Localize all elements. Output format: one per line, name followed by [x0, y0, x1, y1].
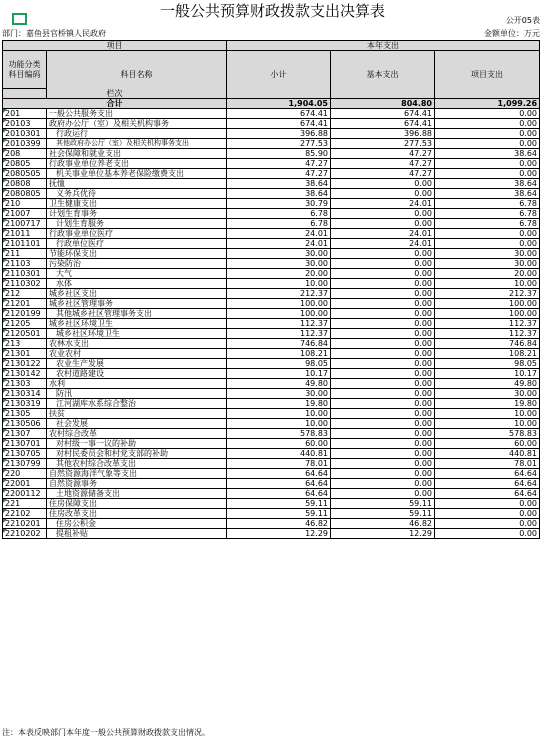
row-code[interactable]: 2010301	[3, 129, 47, 139]
row-project[interactable]: 0.00	[435, 129, 540, 139]
row-code[interactable]: 208	[3, 149, 47, 159]
row-code[interactable]: 2210201	[3, 519, 47, 529]
row-project[interactable]: 578.83	[435, 429, 540, 439]
row-project[interactable]: 0.00	[435, 159, 540, 169]
row-name[interactable]: 住房改革支出	[47, 509, 227, 519]
row-name[interactable]: 水体	[47, 279, 227, 289]
table-row	[3, 229, 540, 239]
row-basic[interactable]: 0.00	[331, 209, 435, 219]
row-project[interactable]: 10.00	[435, 409, 540, 419]
row-code[interactable]: 2200112	[3, 489, 47, 499]
row-subtotal[interactable]: 64.64	[227, 469, 331, 479]
row-basic[interactable]: 0.00	[331, 489, 435, 499]
row-project[interactable]: 112.37	[435, 319, 540, 329]
row-code[interactable]: 20805	[3, 159, 47, 169]
row-code[interactable]: 21205	[3, 319, 47, 329]
footnote: 注：本表反映部门本年度一般公共预算财政拨款支出情况。	[2, 728, 210, 737]
row-basic[interactable]: 0.00	[331, 379, 435, 389]
page-title: 一般公共预算财政拨款支出决算表	[159, 2, 385, 20]
header-project[interactable]: 项目	[3, 41, 227, 51]
row-code[interactable]: 201	[3, 109, 47, 119]
header-col-label[interactable]: 栏次	[3, 89, 227, 99]
table-row	[3, 279, 540, 289]
row-basic[interactable]: 0.00	[331, 319, 435, 329]
table-row	[3, 409, 540, 419]
row-project[interactable]: 0.00	[435, 239, 540, 249]
row-name[interactable]: 卫生健康支出	[47, 199, 227, 209]
table-row	[3, 219, 540, 229]
row-code[interactable]: 2130705	[3, 449, 47, 459]
header-row-1	[3, 41, 540, 51]
table-row	[3, 269, 540, 279]
row-basic[interactable]: 674.41	[331, 109, 435, 119]
row-name[interactable]: 抚恤	[47, 179, 227, 189]
row-name[interactable]: 农林水支出	[47, 339, 227, 349]
row-project[interactable]: 49.80	[435, 379, 540, 389]
row-basic[interactable]: 0.00	[331, 459, 435, 469]
row-project[interactable]: 6.78	[435, 199, 540, 209]
row-project[interactable]: 10.17	[435, 369, 540, 379]
row-project[interactable]: 10.00	[435, 419, 540, 429]
row-basic[interactable]: 0.00	[331, 439, 435, 449]
row-subtotal[interactable]: 10.00	[227, 419, 331, 429]
row-project[interactable]: 38.64	[435, 189, 540, 199]
row-subtotal[interactable]: 440.81	[227, 449, 331, 459]
total-project[interactable]: 1,099.26	[435, 99, 540, 109]
row-basic[interactable]: 396.88	[331, 129, 435, 139]
table-row	[3, 249, 540, 259]
row-name[interactable]: 农村道路建设	[47, 369, 227, 379]
row-name[interactable]: 城乡社区环境卫生	[47, 329, 227, 339]
row-subtotal[interactable]: 49.80	[227, 379, 331, 389]
row-code[interactable]: 210	[3, 199, 47, 209]
row-code[interactable]: 213	[3, 339, 47, 349]
row-name[interactable]: 江河湖库水系综合整治	[47, 399, 227, 409]
row-name[interactable]: 住房保障支出	[47, 499, 227, 509]
row-name[interactable]: 行政运行	[47, 129, 227, 139]
row-project[interactable]: 0.00	[435, 519, 540, 529]
table-row	[3, 489, 540, 499]
row-name[interactable]: 对村民委员会和村党支部的补助	[47, 449, 227, 459]
row-code[interactable]: 2120199	[3, 309, 47, 319]
row-subtotal[interactable]: 20.00	[227, 269, 331, 279]
row-project[interactable]: 440.81	[435, 449, 540, 459]
row-basic[interactable]: 277.53	[331, 139, 435, 149]
row-project[interactable]: 6.78	[435, 209, 540, 219]
row-project[interactable]: 0.00	[435, 509, 540, 519]
row-code[interactable]: 2210202	[3, 529, 47, 539]
row-name[interactable]: 城乡社区环境卫生	[47, 319, 227, 329]
row-subtotal[interactable]: 64.64	[227, 489, 331, 499]
row-project[interactable]: 0.00	[435, 139, 540, 149]
total-subtotal[interactable]: 1,904.05	[227, 99, 331, 109]
row-basic[interactable]: 12.29	[331, 529, 435, 539]
total-basic[interactable]: 804.80	[331, 99, 435, 109]
row-name[interactable]: 农村综合改革	[47, 429, 227, 439]
row-name[interactable]: 计划生育服务	[47, 219, 227, 229]
row-basic[interactable]: 59.11	[331, 509, 435, 519]
row-subtotal[interactable]: 6.78	[227, 219, 331, 229]
row-code[interactable]: 2130799	[3, 459, 47, 469]
row-project[interactable]: 38.64	[435, 179, 540, 189]
row-code[interactable]: 221	[3, 499, 47, 509]
row-subtotal[interactable]: 30.00	[227, 249, 331, 259]
row-basic[interactable]: 0.00	[331, 349, 435, 359]
row-name[interactable]: 住房公积金	[47, 519, 227, 529]
row-code[interactable]: 22001	[3, 479, 47, 489]
row-code[interactable]: 211	[3, 249, 47, 259]
row-subtotal[interactable]: 30.00	[227, 259, 331, 269]
row-project[interactable]: 100.00	[435, 299, 540, 309]
row-code[interactable]: 2080505	[3, 169, 47, 179]
row-name[interactable]: 城乡社区支出	[47, 289, 227, 299]
row-project[interactable]: 6.78	[435, 219, 540, 229]
row-subtotal[interactable]: 746.84	[227, 339, 331, 349]
row-basic[interactable]: 0.00	[331, 179, 435, 189]
row-basic[interactable]: 0.00	[331, 389, 435, 399]
row-basic[interactable]: 0.00	[331, 299, 435, 309]
table-row	[3, 469, 540, 479]
row-project[interactable]: 64.64	[435, 469, 540, 479]
row-name[interactable]: 节能环保支出	[47, 249, 227, 259]
table-row	[3, 399, 540, 409]
row-subtotal[interactable]: 98.05	[227, 359, 331, 369]
row-name[interactable]: 提租补贴	[47, 529, 227, 539]
row-code[interactable]: 2010399	[3, 139, 47, 149]
row-name[interactable]: 农业农村	[47, 349, 227, 359]
row-basic[interactable]: 59.11	[331, 499, 435, 509]
row-subtotal[interactable]: 47.27	[227, 159, 331, 169]
header-row-2	[3, 51, 540, 89]
row-project[interactable]: 19.80	[435, 399, 540, 409]
row-code[interactable]: 22102	[3, 509, 47, 519]
row-subtotal[interactable]: 47.27	[227, 169, 331, 179]
row-code[interactable]: 2110301	[3, 269, 47, 279]
row-subtotal[interactable]: 396.88	[227, 129, 331, 139]
row-basic[interactable]: 46.82	[331, 519, 435, 529]
row-basic[interactable]: 0.00	[331, 309, 435, 319]
row-name[interactable]: 义务兵优待	[47, 189, 227, 199]
table-row	[3, 459, 540, 469]
row-basic[interactable]: 674.41	[331, 119, 435, 129]
row-project[interactable]: 60.00	[435, 439, 540, 449]
row-subtotal[interactable]: 108.21	[227, 349, 331, 359]
row-name[interactable]: 防汛	[47, 389, 227, 399]
table-row	[3, 449, 540, 459]
table-row	[3, 359, 540, 369]
row-name[interactable]: 土地资源储备支出	[47, 489, 227, 499]
row-name[interactable]: 行政事业单位养老支出	[47, 159, 227, 169]
table-row	[3, 339, 540, 349]
row-basic[interactable]: 24.01	[331, 239, 435, 249]
expenditure-table	[2, 40, 540, 539]
row-code[interactable]: 21103	[3, 259, 47, 269]
row-subtotal[interactable]: 64.64	[227, 479, 331, 489]
row-name[interactable]: 其他农村综合改革支出	[47, 459, 227, 469]
row-subtotal[interactable]: 578.83	[227, 429, 331, 439]
table-row	[3, 139, 540, 149]
row-basic[interactable]: 0.00	[331, 259, 435, 269]
row-code[interactable]: 21201	[3, 299, 47, 309]
table-row	[3, 329, 540, 339]
table-row	[3, 149, 540, 159]
row-code[interactable]: 2080805	[3, 189, 47, 199]
row-basic[interactable]: 47.27	[331, 149, 435, 159]
row-subtotal[interactable]: 85.90	[227, 149, 331, 159]
row-subtotal[interactable]: 100.00	[227, 299, 331, 309]
row-code[interactable]: 21303	[3, 379, 47, 389]
row-basic[interactable]: 0.00	[331, 339, 435, 349]
table-row	[3, 419, 540, 429]
row-code[interactable]: 21305	[3, 409, 47, 419]
row-name[interactable]: 扶贫	[47, 409, 227, 419]
row-subtotal[interactable]: 12.29	[227, 529, 331, 539]
table-row	[3, 519, 540, 529]
row-basic[interactable]: 47.27	[331, 169, 435, 179]
row-subtotal[interactable]: 24.01	[227, 229, 331, 239]
row-subtotal[interactable]: 30.79	[227, 199, 331, 209]
table-row	[3, 429, 540, 439]
table-row	[3, 189, 540, 199]
row-name[interactable]: 农业生产发展	[47, 359, 227, 369]
row-project[interactable]: 38.64	[435, 149, 540, 159]
row-code[interactable]: 2130122	[3, 359, 47, 369]
header-project-exp[interactable]: 项目支出	[435, 51, 540, 99]
row-code[interactable]: 220	[3, 469, 47, 479]
table-row	[3, 529, 540, 539]
row-project[interactable]: 746.84	[435, 339, 540, 349]
row-name[interactable]: 自然资源海洋气象等支出	[47, 469, 227, 479]
header-subtotal[interactable]: 小计	[227, 51, 331, 99]
row-subtotal[interactable]: 30.00	[227, 389, 331, 399]
row-basic[interactable]: 0.00	[331, 269, 435, 279]
row-basic[interactable]: 0.00	[331, 219, 435, 229]
row-project[interactable]: 212.37	[435, 289, 540, 299]
header-current-year[interactable]: 本年支出	[227, 41, 540, 51]
row-basic[interactable]: 0.00	[331, 409, 435, 419]
row-basic[interactable]: 24.01	[331, 229, 435, 239]
row-subtotal[interactable]: 10.00	[227, 409, 331, 419]
table-row	[3, 319, 540, 329]
row-code[interactable]: 2130701	[3, 439, 47, 449]
row-name[interactable]: 政府办公厅（室）及相关机构事务	[47, 119, 227, 129]
row-name[interactable]: 社会保障和就业支出	[47, 149, 227, 159]
row-project[interactable]: 112.37	[435, 329, 540, 339]
row-project[interactable]: 64.64	[435, 479, 540, 489]
row-code[interactable]: 2130506	[3, 419, 47, 429]
row-subtotal[interactable]: 112.37	[227, 329, 331, 339]
row-subtotal[interactable]: 6.78	[227, 209, 331, 219]
row-code[interactable]: 2130319	[3, 399, 47, 409]
row-project[interactable]: 100.00	[435, 309, 540, 319]
row-code[interactable]: 2130142	[3, 369, 47, 379]
row-subtotal[interactable]: 674.41	[227, 109, 331, 119]
row-basic[interactable]: 24.01	[331, 199, 435, 209]
table-row	[3, 199, 540, 209]
row-project[interactable]: 30.00	[435, 389, 540, 399]
row-project[interactable]: 0.00	[435, 109, 540, 119]
row-basic[interactable]: 0.00	[331, 249, 435, 259]
table-row	[3, 439, 540, 449]
row-name[interactable]: 其他城乡社区管理事务支出	[47, 309, 227, 319]
table-row	[3, 309, 540, 319]
row-project[interactable]: 0.00	[435, 229, 540, 239]
row-project[interactable]: 0.00	[435, 499, 540, 509]
table-row	[3, 259, 540, 269]
department-label: 部门：嘉鱼县官桥镇人民政府	[2, 29, 106, 38]
table-row	[3, 239, 540, 249]
row-basic[interactable]: 0.00	[331, 399, 435, 409]
header-basic[interactable]: 基本支出	[331, 51, 435, 99]
row-code[interactable]: 2101101	[3, 239, 47, 249]
row-code[interactable]: 2110302	[3, 279, 47, 289]
row-basic[interactable]: 0.00	[331, 279, 435, 289]
row-basic[interactable]: 0.00	[331, 449, 435, 459]
table-row	[3, 389, 540, 399]
table-row	[3, 379, 540, 389]
row-subtotal[interactable]: 10.00	[227, 279, 331, 289]
row-name[interactable]: 城乡社区管理事务	[47, 299, 227, 309]
row-name[interactable]: 行政单位医疗	[47, 239, 227, 249]
row-subtotal[interactable]: 38.64	[227, 189, 331, 199]
row-project[interactable]: 0.00	[435, 119, 540, 129]
table-row	[3, 369, 540, 379]
row-subtotal[interactable]: 59.11	[227, 499, 331, 509]
row-code[interactable]: 21307	[3, 429, 47, 439]
form-code: 公开05表	[505, 16, 540, 25]
row-subtotal[interactable]: 38.64	[227, 179, 331, 189]
total-label[interactable]: 合计	[3, 99, 227, 109]
total-row	[3, 99, 540, 109]
table-row	[3, 479, 540, 489]
row-name[interactable]: 水利	[47, 379, 227, 389]
header-func-code[interactable]: 功能分类科目编码	[3, 51, 47, 89]
table-row	[3, 349, 540, 359]
row-basic[interactable]: 0.00	[331, 329, 435, 339]
table-row	[3, 129, 540, 139]
table-row	[3, 289, 540, 299]
row-code[interactable]: 21007	[3, 209, 47, 219]
row-project[interactable]: 78.01	[435, 459, 540, 469]
row-subtotal[interactable]: 59.11	[227, 509, 331, 519]
row-basic[interactable]: 0.00	[331, 369, 435, 379]
row-name[interactable]: 一般公共服务支出	[47, 109, 227, 119]
row-name[interactable]: 对村级一事一议的补助	[47, 439, 227, 449]
table-row	[3, 179, 540, 189]
row-subtotal[interactable]: 19.80	[227, 399, 331, 409]
row-basic[interactable]: 0.00	[331, 189, 435, 199]
row-name[interactable]: 社会发展	[47, 419, 227, 429]
header-subject[interactable]: 科目名称	[47, 51, 227, 99]
row-basic[interactable]: 0.00	[331, 429, 435, 439]
row-basic[interactable]: 0.00	[331, 419, 435, 429]
unit-label: 金额单位：万元	[484, 29, 540, 38]
row-project[interactable]: 0.00	[435, 169, 540, 179]
row-subtotal[interactable]: 212.37	[227, 289, 331, 299]
row-name[interactable]: 其他政府办公厅（室）及相关机构事务支出	[47, 139, 227, 149]
row-project[interactable]: 20.00	[435, 269, 540, 279]
row-subtotal[interactable]: 674.41	[227, 119, 331, 129]
row-code[interactable]: 20103	[3, 119, 47, 129]
row-basic[interactable]: 0.00	[331, 469, 435, 479]
row-basic[interactable]: 0.00	[331, 359, 435, 369]
row-code[interactable]: 20808	[3, 179, 47, 189]
table-row	[3, 169, 540, 179]
row-subtotal[interactable]: 100.00	[227, 309, 331, 319]
row-project[interactable]: 98.05	[435, 359, 540, 369]
row-project[interactable]: 30.00	[435, 259, 540, 269]
row-name[interactable]: 计划生育事务	[47, 209, 227, 219]
row-subtotal[interactable]: 46.82	[227, 519, 331, 529]
row-name[interactable]: 自然资源事务	[47, 479, 227, 489]
row-project[interactable]: 108.21	[435, 349, 540, 359]
table-row	[3, 119, 540, 129]
row-basic[interactable]: 0.00	[331, 479, 435, 489]
row-basic[interactable]: 0.00	[331, 289, 435, 299]
table-row	[3, 509, 540, 519]
row-name[interactable]: 污染防治	[47, 259, 227, 269]
row-code[interactable]: 212	[3, 289, 47, 299]
row-code[interactable]: 2120501	[3, 329, 47, 339]
row-project[interactable]: 64.64	[435, 489, 540, 499]
table-row	[3, 499, 540, 509]
table-row	[3, 109, 540, 119]
table-row	[3, 209, 540, 219]
row-project[interactable]: 10.00	[435, 279, 540, 289]
row-name[interactable]: 机关事业单位基本养老保险缴费支出	[47, 169, 227, 179]
table-row	[3, 159, 540, 169]
row-subtotal[interactable]: 277.53	[227, 139, 331, 149]
row-project[interactable]: 30.00	[435, 249, 540, 259]
row-name[interactable]: 大气	[47, 269, 227, 279]
row-subtotal[interactable]: 112.37	[227, 319, 331, 329]
row-code[interactable]: 21301	[3, 349, 47, 359]
row-name[interactable]: 行政事业单位医疗	[47, 229, 227, 239]
row-subtotal[interactable]: 60.00	[227, 439, 331, 449]
row-code[interactable]: 21011	[3, 229, 47, 239]
row-subtotal[interactable]: 10.17	[227, 369, 331, 379]
row-project[interactable]: 0.00	[435, 529, 540, 539]
row-subtotal[interactable]: 78.01	[227, 459, 331, 469]
row-subtotal[interactable]: 24.01	[227, 239, 331, 249]
table-row	[3, 299, 540, 309]
row-code[interactable]: 2100717	[3, 219, 47, 229]
row-basic[interactable]: 47.27	[331, 159, 435, 169]
row-code[interactable]: 2130314	[3, 389, 47, 399]
